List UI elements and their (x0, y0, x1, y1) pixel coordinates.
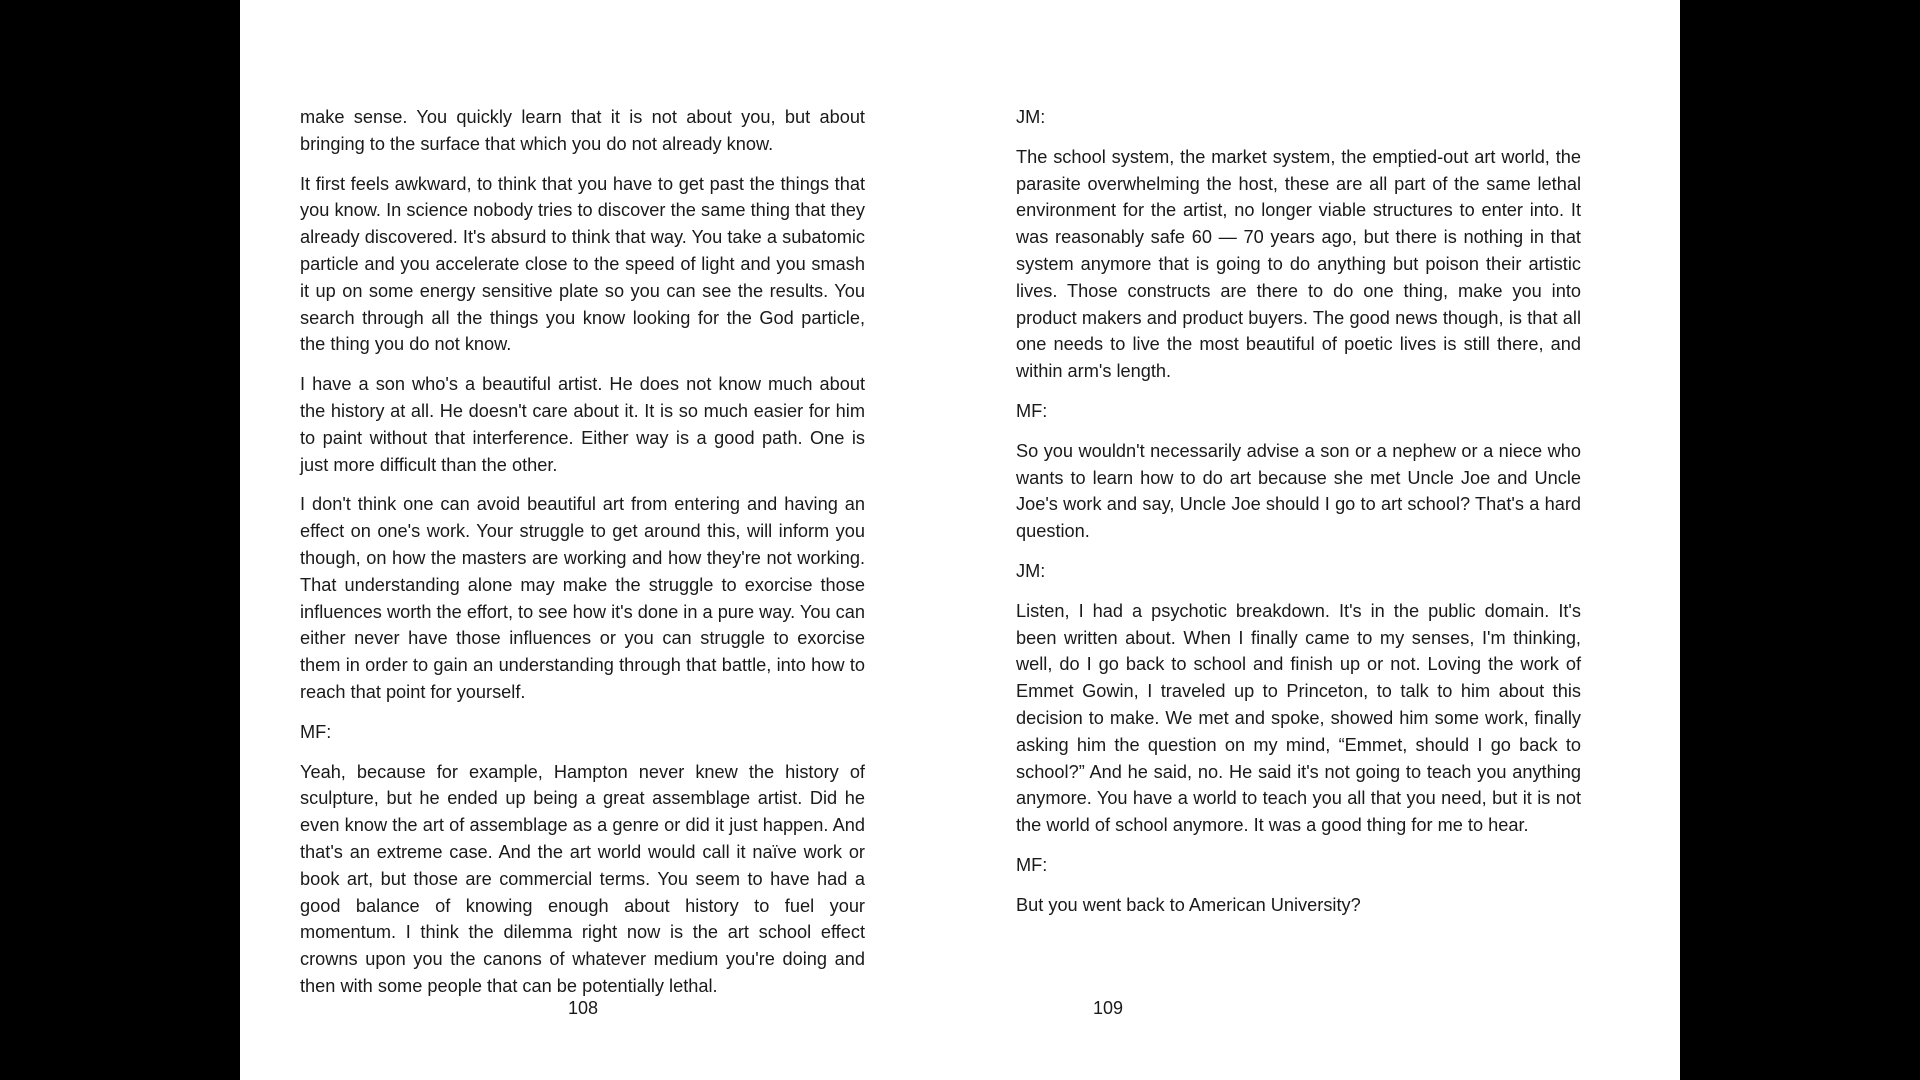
speaker-label: JM: (1016, 107, 1046, 127)
paragraph: The school system, the market system, the emptied-out art world, the parasite overwhelming the host, these are all part of the same lethal environment for the artist, no longer viable structures to enter into. It was reasonably safe 60 — 70 years ago, but there is nothing in that system anymore that is going to do anything but poison their artistic lives. Those constructs are there to do one thing, make you into product makers and product buyers. The good news though, is that all one needs to live the most beautiful of poetic lives is still there, and within arm's length. (1016, 146, 1581, 382)
paragraph: make sense. You quickly learn that it is not about you, but about bringing to the surface that which you do not already know. (300, 107, 865, 154)
page-number: 108 (567, 998, 599, 1018)
book-spread (240, 0, 1680, 1080)
right-page-text (1016, 104, 1581, 932)
speaker-label: JM: (1016, 560, 1046, 581)
left-page (240, 0, 960, 1080)
speaker-label: MF: (300, 721, 332, 742)
page-number: 109 (1092, 998, 1124, 1018)
speaker-label: MF: (1016, 400, 1048, 421)
paragraph: It first feels awkward, to think that you have to get past the things that you know. In science nobody tries to discover the same thing that they already discovered. It's absurd to think that way. You take a subatomic particle and you accelerate close to the speed of light and you smash it up on some energy sensitive plate so you can see the results. You search through all the things you know looking for the God particle, the thing you do not know. (300, 173, 865, 355)
left-page-text (300, 104, 865, 1013)
paragraph: But you went back to American University? (1016, 894, 1361, 915)
paragraph: I have a son who's a beautiful artist. He does not know much about the history at all. He doesn't care about it. It is so much easier for him to paint without that interference. Either way is a good path. One is just more difficult than the other. (300, 374, 865, 475)
paragraph: I don't think one can avoid beautiful art from entering and having an effect on one's work. Your struggle to get around this, will inform you though, on how the masters are working and how they're not working. That understanding alone may make the struggle to exorcise those influences worth the effort, to see how it's done in a pure way. You can either never have those influences or you can struggle to exorcise them in order to gain an understanding through that battle, into how to reach that point for yourself. (300, 494, 865, 702)
paragraph: Listen, I had a psychotic breakdown. It's in the public domain. It's been written about. When I finally came to my senses, I'm thinking, well, do I go back to school and finish up or not. Loving the work of Emmet Gowin, I traveled up to Princeton, to talk to him about this decision to make. We met and spoke, showed him some work, finally asking him the question on my mind, “Emmet, should I go back to school?” And he said, no. He said it's not going to teach you anything anymore. You have a world to teach you all that you need, but it is not the world of school anymore. It was a good thing for me to hear. (1016, 600, 1581, 836)
paragraph: Yeah, because for example, Hampton never knew the history of sculpture, but he ended up being a great assemblage artist. Did he even know the art of assemblage as a genre or did it just happen. And that's an extreme case. And the art world would call it naïve work or book art, but those are commercial terms. You seem to have had a good balance of knowing enough about history to fuel your momentum. I think the dilemma right now is the art school effect crowns upon you the canons of whatever medium you're doing and then with some people that can be potentially lethal. (300, 761, 865, 996)
right-page (960, 0, 1680, 1080)
speaker-label: MF: (1016, 854, 1048, 875)
paragraph: So you wouldn't necessarily advise a son or a nephew or a niece who wants to learn how to do art because she met Uncle Joe and Uncle Joe's work and say, Uncle Joe should I go to art school? That's a hard question. (1016, 440, 1581, 542)
